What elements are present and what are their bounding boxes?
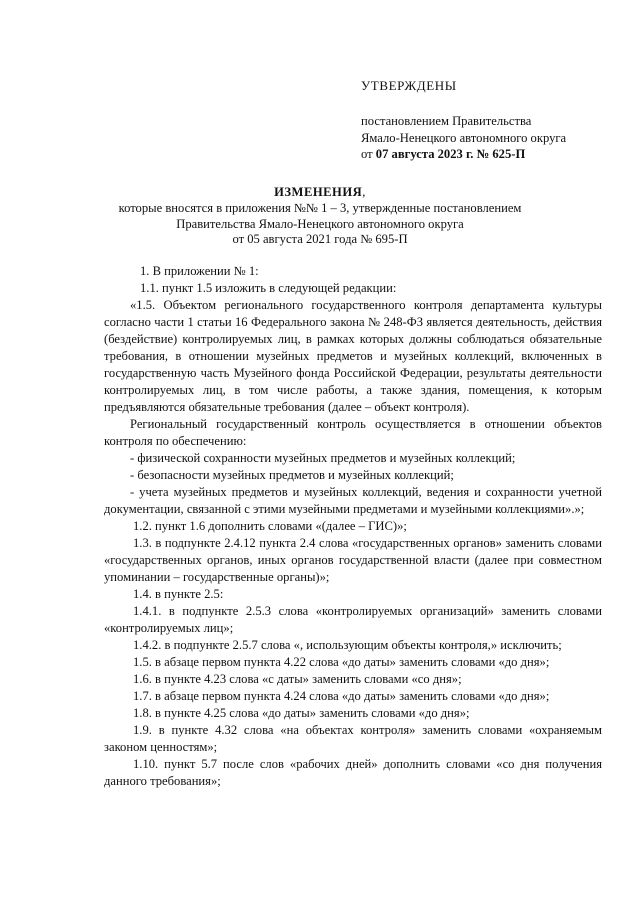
paragraph: 1.7. в абзаце первом пункта 4.24 слова «до даты» заменить словами «до дня»; <box>133 689 550 703</box>
paragraph: 1. В приложении № 1: <box>140 264 259 278</box>
approval-line-1: постановлением Правительства <box>361 114 532 128</box>
paragraph: - учета музейных предметов и музейных коллекций, ведения и сохранности учетной документации, связанной с этими музейными предметами и музейными коллекциями».»; <box>104 485 602 516</box>
paragraph: - физической сохранности музейных предметов и музейных коллекций; <box>130 451 516 465</box>
document-title-comma: , <box>362 185 366 199</box>
paragraph: 1.8. в пункте 4.25 слова «до даты» заменить словами «до дня»; <box>133 706 470 720</box>
paragraph: 1.6. в пункте 4.23 слова «с даты» заменить словами «со дня»; <box>133 672 462 686</box>
paragraph: - безопасности музейных предметов и музейных коллекций; <box>130 468 454 482</box>
paragraph: 1.4.2. в подпункте 2.5.7 слова «, использующим объекты контроля,» исключить; <box>133 638 562 652</box>
approval-line-3 <box>361 146 611 163</box>
approval-title: УТВЕРЖДЕНЫ <box>361 78 457 93</box>
document-subtitle-line-1: которые вносятся в приложения №№ 1 – 3, утвержденные постановлением <box>118 201 522 215</box>
paragraph: Региональный государственный контроль осуществляется в отношении объектов контроля по обеспечению: <box>104 417 602 448</box>
approval-block <box>361 78 611 163</box>
approval-decree-number: 07 августа 2023 г. № 625-П <box>375 147 526 161</box>
document-heading <box>100 184 540 248</box>
document-subtitle-line-2: Правительства Ямало-Ненецкого автономного округа <box>176 216 464 231</box>
paragraph: 1.3. в подпункте 2.4.12 пункта 2.4 слова «государственных органов» заменить словами «государственных органов, иных органов государственной власти (далее при совместном упоминании – государственные органы)»; <box>104 536 602 584</box>
document-title-text: ИЗМЕНЕНИЯ <box>274 185 363 199</box>
document-subtitle-line-3: от 05 августа 2021 года № 695-П <box>232 232 408 246</box>
paragraph: 1.5. в абзаце первом пункта 4.22 слова «до даты» заменить словами «до дня»; <box>133 655 550 669</box>
document-body <box>104 263 602 790</box>
paragraph: 1.1. пункт 1.5 изложить в следующей редакции: <box>140 281 397 295</box>
paragraph: 1.9. в пункте 4.32 слова «на объектах контроля» заменить словами «охраняемым законом ценностям»; <box>104 723 602 754</box>
paragraph: 1.2. пункт 1.6 дополнить словами «(далее – ГИС)»; <box>133 519 407 533</box>
document-title <box>100 184 540 201</box>
paragraph: 1.4.1. в подпункте 2.5.3 слова «контролируемых организаций» заменить словами «контролируемых лиц»; <box>104 604 602 635</box>
paragraph: 1.10. пункт 5.7 после слов «рабочих дней» дополнить словами «со дня получения данного требования»; <box>104 757 602 788</box>
paragraph: 1.4. в пункте 2.5: <box>133 587 224 601</box>
approval-line-2: Ямало-Ненецкого автономного округа <box>361 130 567 145</box>
approval-date-prefix: от <box>361 147 376 161</box>
paragraph: «1.5. Объектом регионального государственного контроля департамента культуры согласно части 1 статьи 16 Федерального закона № 248-ФЗ является деятельность, действия (бездействие) контролируемых лиц, в рамках которых должны соблюдаться обязательные требования, в отношении музейных предметов и музейных коллекций, включенных в государственную часть Музейного фонда Российской Федерации, результаты деятельности контролируемых лиц, в том числе работы, а также здания, помещения, к которым предъявляются обязательные требования (далее – объект контроля). <box>104 298 602 414</box>
